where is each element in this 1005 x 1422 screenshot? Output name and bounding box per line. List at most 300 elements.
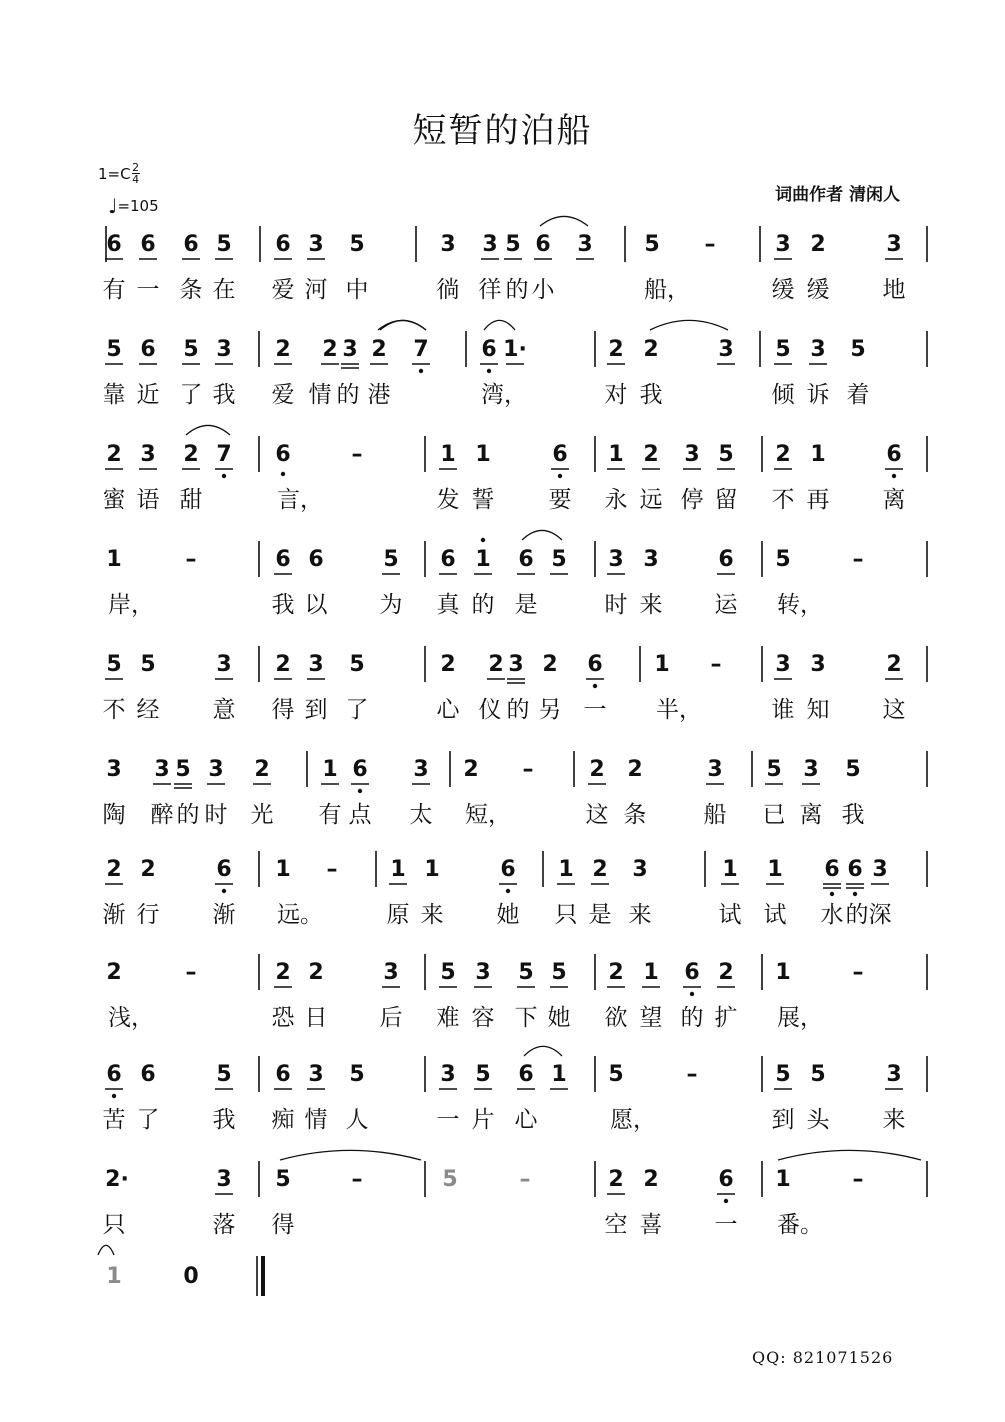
low-octave-dot [558, 474, 562, 478]
lyric-char: 徜 [436, 277, 460, 303]
jianpu-note: 6 [275, 442, 291, 467]
lyric-char: 容 [471, 1005, 495, 1031]
lyric-char: 倾 [771, 382, 795, 408]
lyric-char: 言， [277, 487, 323, 513]
lyric-char: 了 [179, 382, 203, 408]
contact-qq: QQ: 821071526 [752, 1348, 894, 1367]
jianpu-note: 3 [577, 232, 593, 257]
lyric-char: 有 [318, 802, 342, 828]
jianpu-note: 5 [175, 757, 191, 782]
lyric-char: 不 [102, 697, 126, 723]
lyric-char: 有 [102, 277, 126, 303]
jianpu-note: 1 [775, 960, 791, 985]
jianpu-note: 1· [503, 337, 527, 362]
jianpu-note: 5 [810, 1062, 826, 1087]
tie [778, 1150, 921, 1160]
slur [524, 1046, 562, 1056]
lyric-char: 展， [777, 1005, 823, 1031]
low-octave-dot [112, 1094, 116, 1098]
jianpu-note: 2 [275, 960, 291, 985]
jianpu-note: – [519, 1167, 531, 1192]
lyric-char: 浅， [108, 1005, 154, 1031]
low-octave-dot [506, 889, 510, 893]
jianpu-note: 6 [518, 547, 534, 572]
jianpu-note: 5 [106, 652, 122, 677]
lyric-char: 的 [336, 382, 360, 408]
lyric-char: 到 [771, 1107, 795, 1133]
slur [484, 320, 515, 330]
lyric-char: 只 [102, 1212, 126, 1238]
lyric-char: 条 [179, 277, 203, 303]
jianpu-note: 6 [587, 652, 603, 677]
jianpu-note: 1 [106, 1264, 122, 1289]
lyric-char: 行 [136, 902, 160, 928]
jianpu-note: 6 [183, 232, 199, 257]
jianpu-note: 3 [482, 232, 498, 257]
lyric-char: 的 [176, 802, 200, 828]
jianpu-note: 3 [643, 547, 659, 572]
jianpu-note: – [351, 1167, 363, 1192]
lyric-char: 只 [554, 902, 578, 928]
lyric-char: 是 [514, 592, 538, 618]
jianpu-note: 6 [518, 1062, 534, 1087]
jianpu-note: 3 [383, 960, 399, 985]
jianpu-note: 2 [308, 960, 324, 985]
jianpu-note: 5 [349, 652, 365, 677]
quarter-note-icon: ♩ [108, 194, 118, 218]
lyric-char: 的 [506, 697, 530, 723]
author-credit: 词曲作者 清闲人 [775, 185, 900, 205]
jianpu-note: 6 [106, 232, 122, 257]
jianpu-note: 3 [775, 652, 791, 677]
jianpu-note: 3 [413, 757, 429, 782]
jianpu-note: 1 [775, 1167, 791, 1192]
lyric-char: 永 [604, 487, 628, 513]
lyric-char: 试 [763, 902, 787, 928]
jianpu-note: 0 [183, 1264, 199, 1289]
jianpu-note: 2 [643, 442, 659, 467]
jianpu-note: 3 [632, 857, 648, 882]
lyric-char: 了 [345, 697, 369, 723]
jianpu-note: 3 [216, 1167, 232, 1192]
lyric-char: 头 [806, 1107, 830, 1133]
lyric-char: 扩 [714, 1005, 738, 1031]
jianpu-note: 1 [390, 857, 406, 882]
lyric-char: 得 [271, 1212, 295, 1238]
high-octave-dot [481, 538, 485, 542]
lyric-char: 不 [771, 487, 795, 513]
jianpu-note: 2 [643, 1167, 659, 1192]
lyric-char: 是 [588, 902, 612, 928]
lyric-char: 知 [806, 697, 830, 723]
low-octave-dot [853, 892, 857, 896]
lyric-char: 太 [409, 802, 433, 828]
jianpu-note: 3 [440, 232, 456, 257]
lyric-char: 湾， [481, 382, 527, 408]
jianpu-note: – [852, 547, 864, 572]
jianpu-note: 5 [775, 547, 791, 572]
lyric-char: 来 [882, 1107, 906, 1133]
lyric-char: 在 [212, 277, 236, 303]
lyric-char: 来 [639, 592, 663, 618]
lyric-char: 半， [656, 697, 702, 723]
jianpu-note: 6 [718, 1167, 734, 1192]
song-title: 短暂的泊船 [412, 111, 593, 151]
lyric-char: 试 [718, 902, 742, 928]
lyric-char: 日 [304, 1005, 328, 1031]
jianpu-note: 3 [707, 757, 723, 782]
jianpu-note: 1 [558, 857, 574, 882]
lyric-char: 蜜 [102, 487, 126, 513]
jianpu-note: 6 [684, 960, 700, 985]
low-octave-dot [892, 474, 896, 478]
lyric-char: 经 [136, 697, 160, 723]
lyric-char: 已 [762, 802, 786, 828]
lyric-char: 缓 [806, 277, 830, 303]
jianpu-note: 3 [718, 337, 734, 362]
jianpu-note: 1 [643, 960, 659, 985]
jianpu-note: – [704, 232, 716, 257]
jianpu-note: 6 [308, 547, 324, 572]
jianpu-note: 6 [275, 1062, 291, 1087]
jianpu-note: 5 [140, 652, 156, 677]
lyric-char: 空 [604, 1212, 628, 1238]
jianpu-note: 6 [440, 547, 456, 572]
lyric-char: 心 [436, 697, 460, 723]
lyric-char: 心 [514, 1107, 538, 1133]
time-numerator: 2 [132, 161, 140, 174]
lyric-char: 下 [514, 1005, 538, 1031]
jianpu-note: 6 [481, 337, 497, 362]
jianpu-note: 3 [106, 757, 122, 782]
lyric-char: 谁 [771, 697, 795, 723]
low-octave-dot [690, 992, 694, 996]
jianpu-note: 3 [308, 1062, 324, 1087]
lyric-char: 转， [777, 592, 823, 618]
jianpu-note: 1 [654, 652, 670, 677]
jianpu-note: 5 [183, 337, 199, 362]
jianpu-note: 2 [371, 337, 387, 362]
jianpu-note: 3 [216, 652, 232, 677]
lyric-char: 港 [367, 382, 391, 408]
lyric-char: 我 [841, 802, 865, 828]
jianpu-note: 6 [140, 337, 156, 362]
lyric-char: 离 [799, 802, 823, 828]
jianpu-note: 2 [718, 960, 734, 985]
jianpu-note: 5 [775, 337, 791, 362]
lyric-char: 情 [304, 1107, 328, 1133]
low-octave-dot [281, 472, 285, 476]
lyric-char: 这 [882, 697, 906, 723]
jianpu-note: 2 [254, 757, 270, 782]
tie-end [98, 1245, 114, 1255]
slur [522, 530, 562, 540]
lyric-char: 的 [505, 277, 529, 303]
jianpu-note: 7 [216, 442, 232, 467]
slur [540, 216, 588, 226]
jianpu-note: – [852, 960, 864, 985]
jianpu-note: 3 [872, 857, 888, 882]
lyric-char: 醉 [150, 802, 174, 828]
lyric-char: 我 [639, 382, 663, 408]
lyric-char: 近 [136, 382, 160, 408]
jianpu-note: 6 [275, 232, 291, 257]
jianpu-note: 3 [810, 652, 826, 677]
jianpu-note: 2· [105, 1167, 129, 1192]
jianpu-note: 3 [886, 232, 902, 257]
slur [650, 320, 728, 330]
key-label: 1=C [98, 164, 131, 183]
jianpu-note: 5 [718, 442, 734, 467]
lyric-char: 甜 [179, 487, 203, 513]
jianpu-note: 2 [275, 337, 291, 362]
jianpu-note: 5 [216, 232, 232, 257]
lyric-char: 一 [136, 277, 160, 303]
jianpu-note: 2 [140, 857, 156, 882]
jianpu-note: 5 [216, 1062, 232, 1087]
jianpu-note: 5 [475, 1062, 491, 1087]
lyric-char: 原 [386, 902, 410, 928]
lyric-char: 她 [496, 902, 520, 928]
lyric-char: 片 [471, 1107, 495, 1133]
lyric-char: 陶 [102, 802, 126, 828]
lyric-char: 诉 [806, 382, 830, 408]
jianpu-note: 6 [216, 857, 232, 882]
jianpu-note: – [185, 960, 197, 985]
jianpu-note: 2 [183, 442, 199, 467]
lyric-char: 意 [212, 697, 236, 723]
jianpu-note: 2 [275, 652, 291, 677]
jianpu-note: – [185, 547, 197, 572]
jianpu-note: 1 [440, 442, 456, 467]
lyric-char: 后 [379, 1005, 403, 1031]
jianpu-note: 2 [810, 232, 826, 257]
jianpu-note: – [351, 442, 363, 467]
lyric-char: 离 [882, 487, 906, 513]
lyric-char: 仪 [478, 697, 502, 723]
jianpu-note: 6 [718, 547, 734, 572]
jianpu-note: 3 [508, 652, 524, 677]
lyric-char: 时 [204, 802, 228, 828]
jianpu-note: – [710, 652, 722, 677]
jianpu-note: 2 [627, 757, 643, 782]
jianpu-note: 2 [488, 652, 504, 677]
lyric-char: 爱 [271, 382, 295, 408]
jianpu-note: 5 [275, 1167, 291, 1192]
lyric-char: 人 [345, 1107, 369, 1133]
lyric-char: 番。 [777, 1212, 823, 1238]
jianpu-note: 5 [518, 960, 534, 985]
lyric-char: 时 [604, 592, 628, 618]
jianpu-note: 5 [775, 1062, 791, 1087]
lyric-char: 船 [703, 802, 727, 828]
lyric-char: 着 [846, 382, 870, 408]
low-octave-dot [222, 474, 226, 478]
lyric-char: 落 [212, 1212, 236, 1238]
low-octave-dot [593, 684, 597, 688]
low-octave-dot [419, 369, 423, 373]
jianpu-note: – [522, 757, 534, 782]
jianpu-note: 5 [644, 232, 660, 257]
lyric-char: 到 [304, 697, 328, 723]
lyric-char: 我 [212, 1107, 236, 1133]
jianpu-note: 6 [886, 442, 902, 467]
jianpu-note: 6 [552, 442, 568, 467]
lyric-char: 船， [644, 277, 690, 303]
jianpu-note: 6 [824, 857, 840, 882]
jianpu-note: 2 [775, 442, 791, 467]
jianpu-note: 3 [208, 757, 224, 782]
lyric-char: 停 [680, 487, 704, 513]
jianpu-note: 7 [413, 337, 429, 362]
lyric-char: 望 [639, 1005, 663, 1031]
jianpu-note: 3 [684, 442, 700, 467]
lyric-char: 愿， [610, 1107, 656, 1133]
jianpu-note: 1 [767, 857, 783, 882]
lyric-char: 渐 [212, 902, 236, 928]
lyric-char: 喜 [639, 1212, 663, 1238]
jianpu-note: 1 [810, 442, 826, 467]
lyric-char: 真 [436, 592, 460, 618]
lyric-char: 要 [548, 487, 572, 513]
jianpu-note: 3 [154, 757, 170, 782]
lyric-char: 来 [420, 902, 444, 928]
low-octave-dot [487, 369, 491, 373]
lyric-char: 一 [436, 1107, 460, 1133]
slur [378, 320, 426, 330]
jianpu-note: 1 [275, 857, 291, 882]
tie [280, 1150, 421, 1160]
jianpu-note: 5 [850, 337, 866, 362]
jianpu-note: 2 [886, 652, 902, 677]
jianpu-note: – [686, 1062, 698, 1087]
lyric-char: 再 [806, 487, 830, 513]
lyric-char: 对 [604, 382, 628, 408]
jianpu-note: 5 [608, 1062, 624, 1087]
lyric-char: 徉 [478, 277, 502, 303]
jianpu-note: 6 [535, 232, 551, 257]
jianpu-note: 2 [106, 857, 122, 882]
jianpu-note: 5 [349, 232, 365, 257]
jianpu-note: 2 [643, 337, 659, 362]
jianpu-note: 2 [463, 757, 479, 782]
lyric-char: 的 [845, 902, 869, 928]
lyric-char: 了 [136, 1107, 160, 1133]
lyric-char: 语 [136, 487, 160, 513]
jianpu-note: 3 [803, 757, 819, 782]
jianpu-note: 3 [308, 652, 324, 677]
low-octave-dot [830, 892, 834, 896]
jianpu-note: 5 [845, 757, 861, 782]
jianpu-note: 1 [424, 857, 440, 882]
jianpu-note: 6 [106, 1062, 122, 1087]
jianpu-note: 5 [505, 232, 521, 257]
lyric-char: 中 [345, 277, 369, 303]
jianpu-note: 5 [766, 757, 782, 782]
jianpu-note: 5 [383, 547, 399, 572]
lyric-char: 点 [348, 802, 372, 828]
low-octave-dot [724, 1199, 728, 1203]
jianpu-note: 2 [542, 652, 558, 677]
low-octave-dot [358, 789, 362, 793]
lyric-char: 小 [531, 277, 555, 303]
jianpu-note: 1 [722, 857, 738, 882]
lyric-char: 另 [538, 697, 562, 723]
lyric-char: 渐 [102, 902, 126, 928]
jianpu-note: 3 [775, 232, 791, 257]
time-denominator: 4 [132, 173, 140, 186]
jianpu-note: 3 [475, 960, 491, 985]
lyric-char: 苦 [102, 1107, 126, 1133]
lyric-char: 她 [547, 1005, 571, 1031]
jianpu-note: 2 [589, 757, 605, 782]
jianpu-note: 5 [551, 960, 567, 985]
jianpu-note: 2 [608, 960, 624, 985]
lyric-char: 河 [304, 277, 328, 303]
jianpu-note: 3 [810, 337, 826, 362]
lyric-char: 的 [680, 1005, 704, 1031]
lyric-char: 靠 [102, 382, 126, 408]
lyric-char: 爱 [271, 277, 295, 303]
lyric-char: 深 [868, 902, 892, 928]
lyric-char: 誓 [471, 487, 495, 513]
jianpu-note: 2 [440, 652, 456, 677]
lyric-char: 的 [471, 592, 495, 618]
jianpu-note: 5 [440, 960, 456, 985]
jianpu-note: 3 [216, 337, 232, 362]
tempo-value: =105 [117, 197, 159, 215]
lyric-char: 来 [628, 902, 652, 928]
lyric-char: 一 [583, 697, 607, 723]
jianpu-note: 2 [322, 337, 338, 362]
lyric-char: 留 [714, 487, 738, 513]
lyric-char: 岸， [108, 592, 154, 618]
lyric-char: 得 [271, 697, 295, 723]
jianpu-note: 3 [308, 232, 324, 257]
lyric-char: 发 [436, 487, 460, 513]
jianpu-note: 3 [342, 337, 358, 362]
lyric-char: 水 [820, 902, 844, 928]
jianpu-note: 5 [106, 337, 122, 362]
jianpu-note: 3 [440, 1062, 456, 1087]
lyric-char: 以 [304, 592, 328, 618]
jianpu-note: 1 [106, 547, 122, 572]
slur [186, 425, 230, 435]
jianpu-note: 5 [551, 547, 567, 572]
jianpu-note: 1 [475, 442, 491, 467]
jianpu-note: 6 [140, 232, 156, 257]
lyric-char: 我 [212, 382, 236, 408]
jianpu-note: 3 [608, 547, 624, 572]
lyric-char: 为 [379, 592, 403, 618]
jianpu-note: 1 [475, 547, 491, 572]
lyric-char: 难 [436, 1005, 460, 1031]
jianpu-note: 3 [886, 1062, 902, 1087]
jianpu-note: 1 [551, 1062, 567, 1087]
lyric-char: 一 [714, 1212, 738, 1238]
lyric-char: 运 [714, 592, 738, 618]
lyric-char: 光 [250, 802, 274, 828]
jianpu-note: 3 [140, 442, 156, 467]
lyric-char: 情 [308, 382, 332, 408]
jianpu-note: 6 [140, 1062, 156, 1087]
jianpu-note: 2 [608, 337, 624, 362]
low-octave-dot [222, 889, 226, 893]
lyric-char: 缓 [771, 277, 795, 303]
jianpu-note: – [852, 1167, 864, 1192]
lyric-char: 我 [271, 592, 295, 618]
jianpu-note: 6 [847, 857, 863, 882]
